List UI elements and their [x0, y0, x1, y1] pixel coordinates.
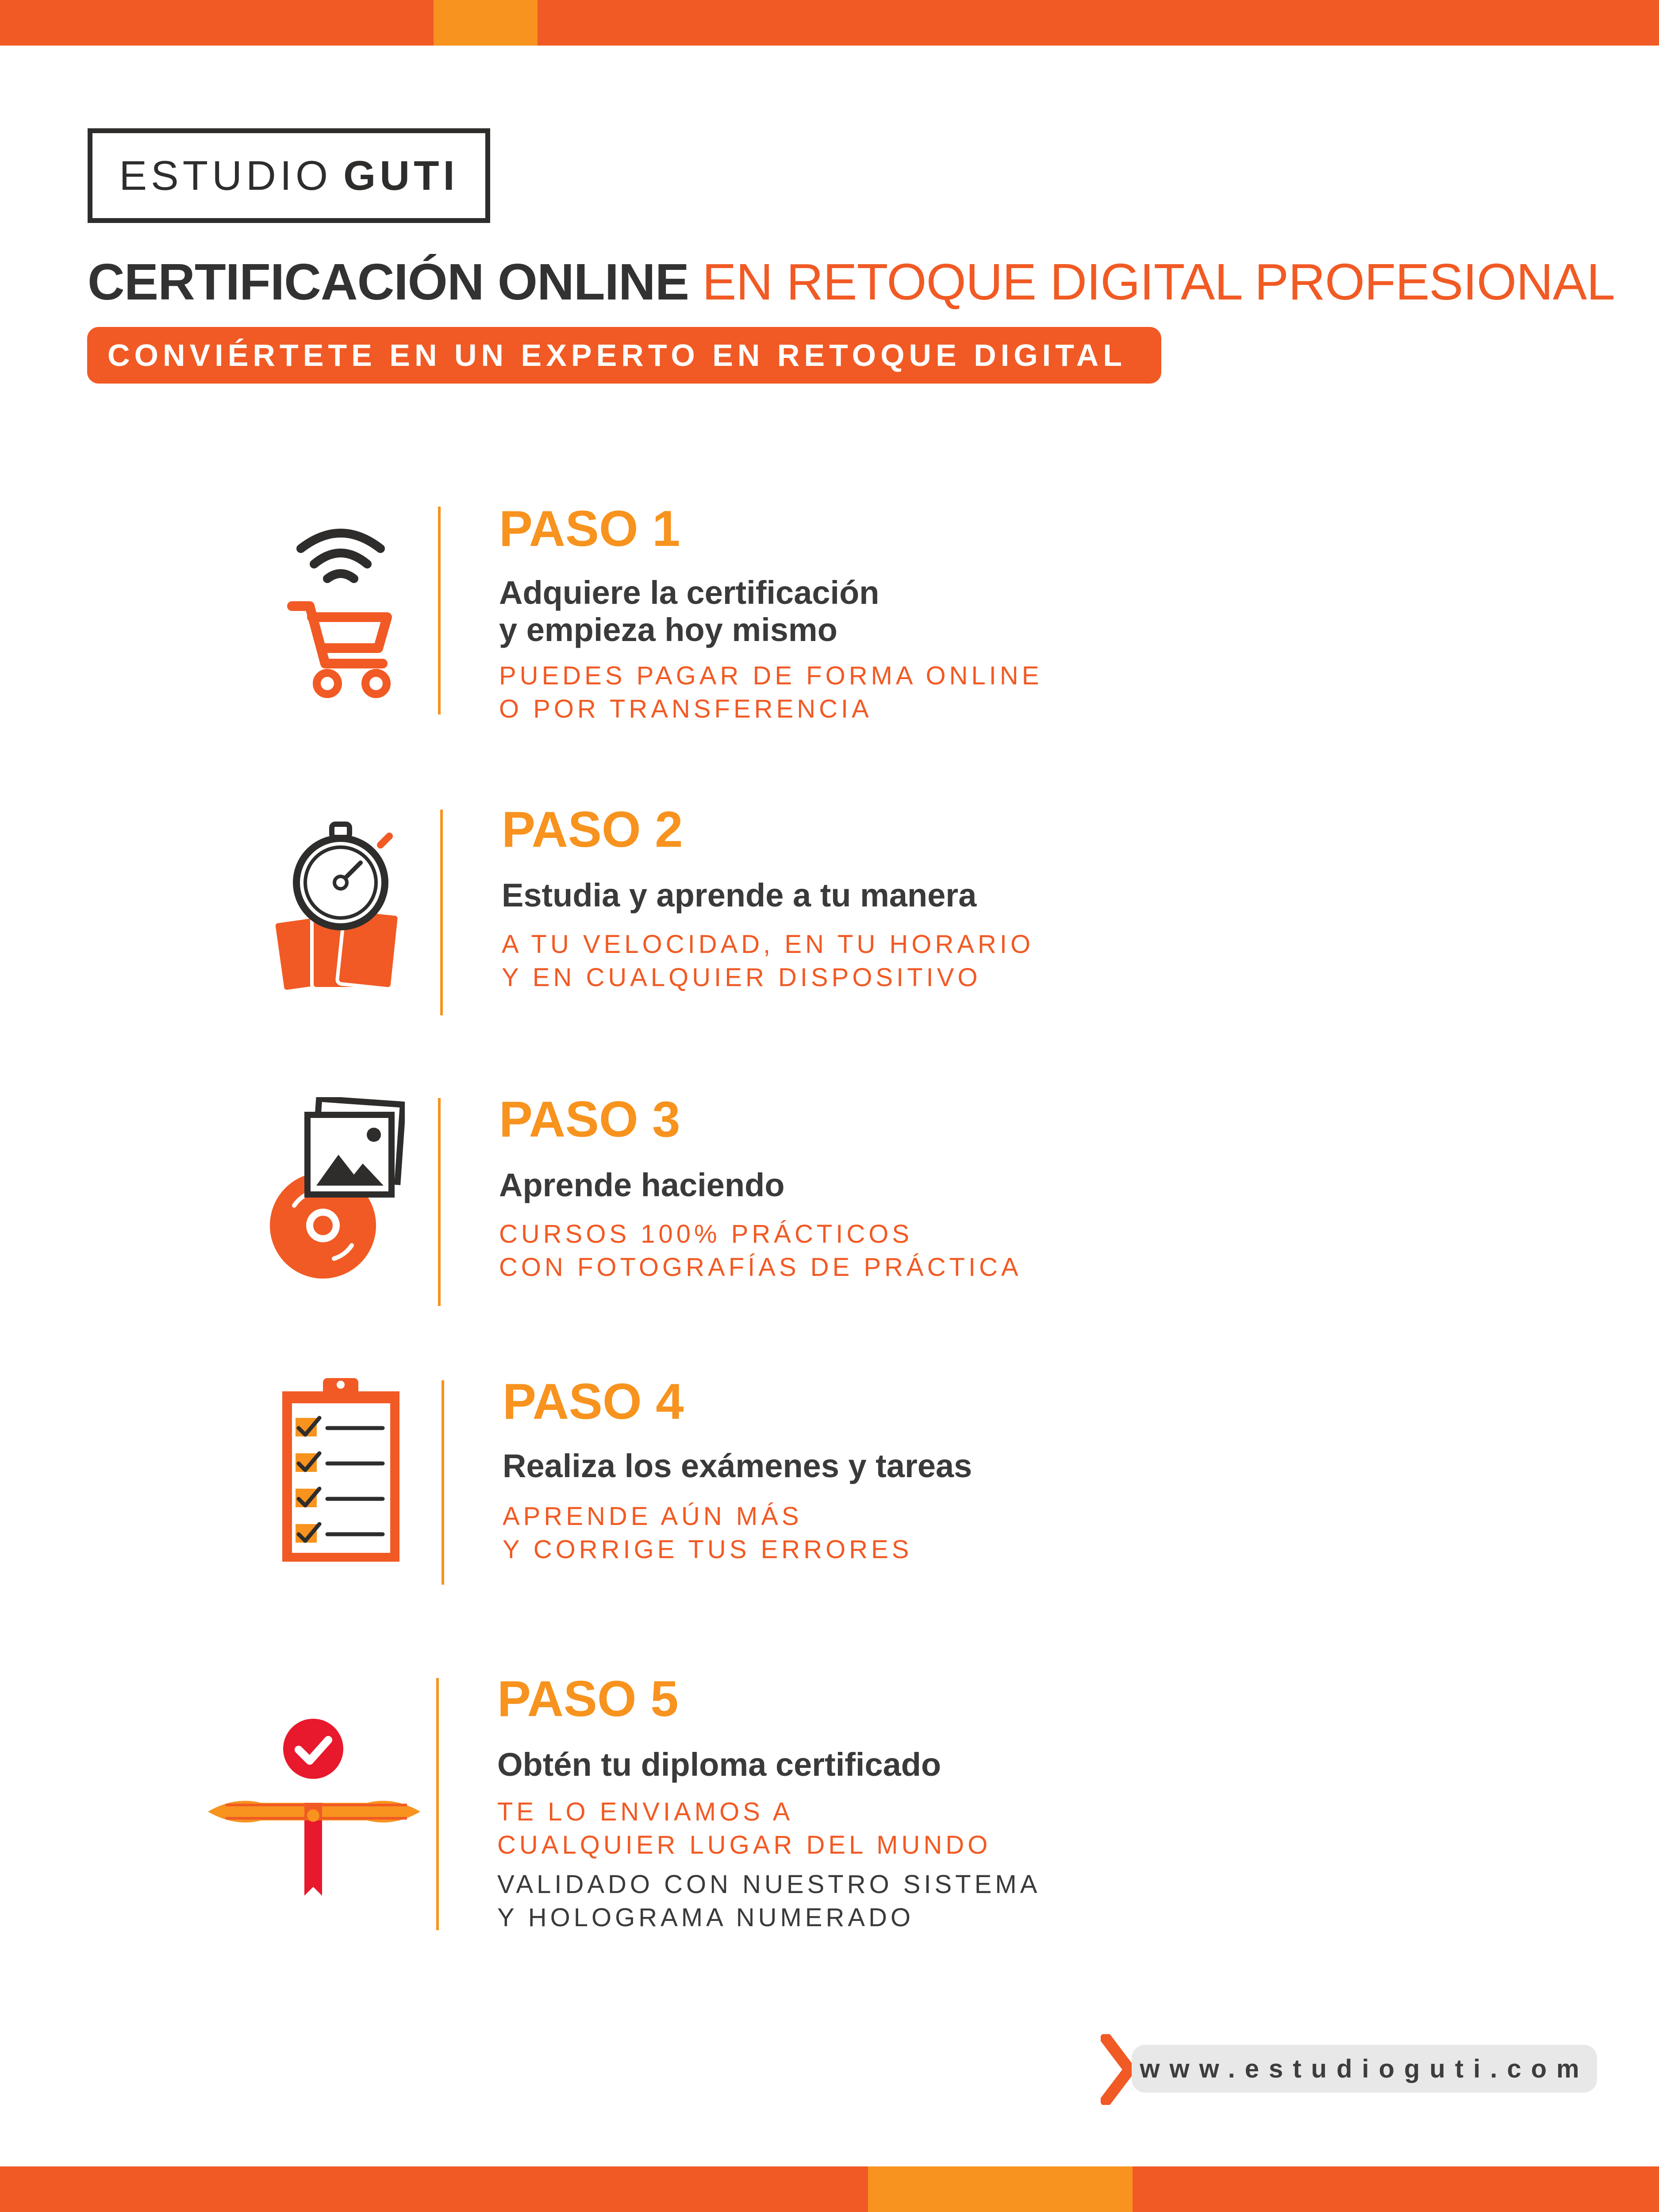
step-3-label: PASO 3: [499, 1091, 680, 1148]
step-1-divider: [438, 507, 441, 714]
step-5-label: PASO 5: [497, 1671, 679, 1727]
brand-logo: [88, 128, 490, 223]
top-bar-accent: [434, 0, 538, 46]
brand-name-bold: GUTI: [343, 152, 459, 199]
bottom-bar-left: [0, 2166, 868, 2212]
step-4-note-line-2: Y CORRIGE TUS ERRORES: [503, 1535, 913, 1564]
chevron-right-icon: [1101, 2034, 1136, 2105]
bottom-bar-right: [1133, 2166, 1659, 2212]
step-3-divider: [438, 1098, 441, 1306]
step-5-heading-line-1: Obtén tu diploma certificado: [497, 1746, 941, 1783]
step-3-note-line-1: CURSOS 100% PRÁCTICOS: [499, 1220, 913, 1248]
shopping-cart-wifi-icon: [283, 522, 398, 699]
website-link[interactable]: www.estudioguti.com: [1132, 2045, 1597, 2093]
clipboard-checklist-icon: [279, 1376, 405, 1566]
top-bar-right: [538, 0, 1659, 46]
brand-name-light: ESTUDIO: [119, 152, 332, 199]
subtitle-banner: CONVIÉRTETE EN UN EXPERTO EN RETOQUE DIGITAL: [87, 327, 1161, 384]
step-2-note-line-2: Y EN CUALQUIER DISPOSITIVO: [502, 963, 981, 992]
step-2-note-line-1: A TU VELOCIDAD, EN TU HORARIO: [502, 930, 1034, 959]
title-bold: CERTIFICACIÓN ONLINE: [88, 253, 689, 311]
title-light: EN RETOQUE DIGITAL PROFESIONAL: [702, 253, 1615, 311]
step-1-note-line-2: O POR TRANSFERENCIA: [499, 695, 872, 723]
step-1-label: PASO 1: [499, 501, 680, 557]
top-bar-left: [0, 0, 434, 46]
step-3-heading-line-1: Aprende haciendo: [499, 1167, 785, 1203]
step-5-note-line-1: TE LO ENVIAMOS A: [497, 1797, 794, 1826]
step-2-heading-line-1: Estudia y aprende a tu manera: [502, 877, 977, 914]
stopwatch-books-icon: [270, 821, 403, 995]
step-1-note-line-1: PUEDES PAGAR DE FORMA ONLINE: [499, 661, 1043, 690]
page-title: [88, 252, 1615, 311]
step-4-label: PASO 4: [503, 1374, 684, 1430]
bottom-bar-accent: [868, 2166, 1133, 2212]
step-2-label: PASO 2: [502, 802, 683, 858]
step-1-heading-line-1: Adquiere la certificación: [499, 574, 879, 611]
step-1-heading-line-2: y empieza hoy mismo: [499, 611, 837, 648]
step-5-validation-line-2: Y HOLOGRAMA NUMERADO: [497, 1903, 914, 1932]
step-4-heading-line-1: Realiza los exámenes y tareas: [503, 1448, 972, 1484]
step-5-validation-line-1: VALIDADO CON NUESTRO SISTEMA: [497, 1870, 1041, 1899]
photos-disc-icon: [268, 1097, 405, 1279]
step-5-divider: [436, 1678, 439, 1930]
step-5-note-line-2: CUALQUIER LUGAR DEL MUNDO: [497, 1831, 991, 1859]
step-2-divider: [440, 810, 443, 1015]
step-4-note-line-1: APRENDE AÚN MÁS: [503, 1502, 803, 1531]
diploma-scroll-icon: [208, 1719, 425, 1900]
step-4-divider: [442, 1380, 444, 1585]
step-3-note-line-2: CON FOTOGRAFÍAS DE PRÁCTICA: [499, 1253, 1022, 1282]
